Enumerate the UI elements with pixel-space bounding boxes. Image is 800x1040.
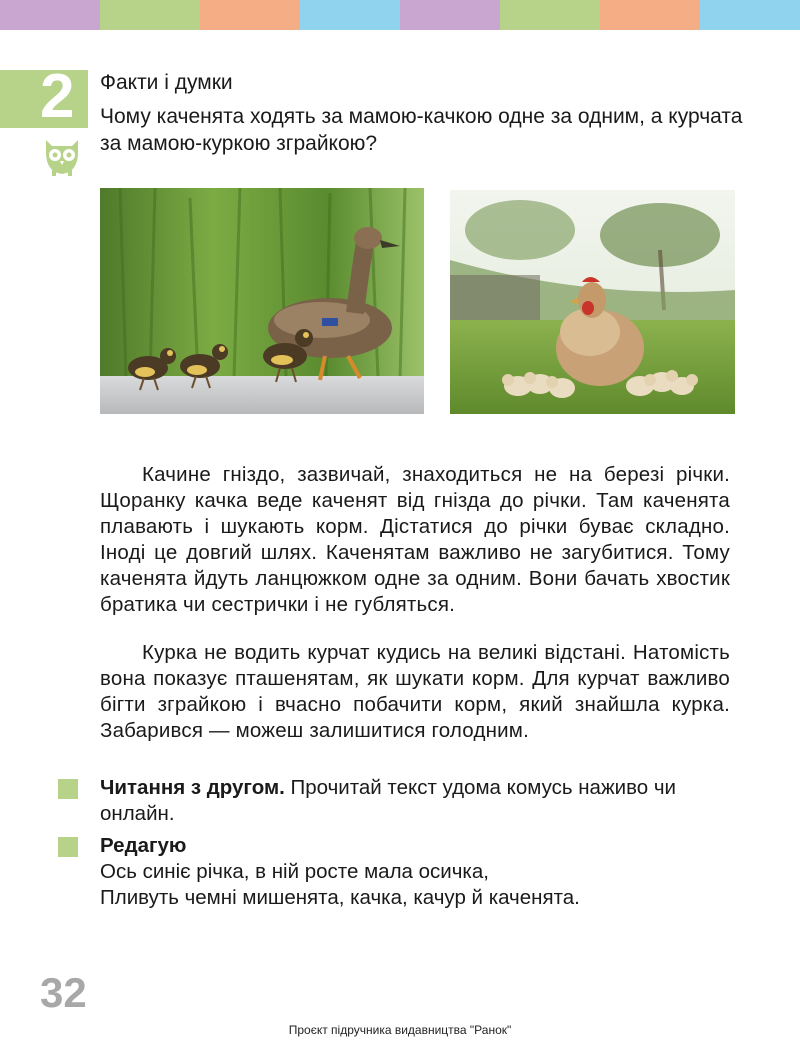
strip-segment	[500, 0, 600, 30]
exercise-question: Чому каченята ходять за мамою-качкою одне за одним, а курчата за мамою-куркою зграйкою?	[100, 105, 743, 155]
text-paragraph-hen	[100, 640, 730, 744]
exercise-number: 2	[40, 62, 75, 131]
strip-segment	[700, 0, 800, 30]
text-paragraph-duck	[100, 462, 730, 618]
task-reading	[100, 775, 730, 827]
task-editing	[100, 833, 730, 911]
task-body: Прочитай текст удома комусь наживо чи онлайн.	[100, 776, 676, 825]
task-marker-square	[58, 779, 78, 799]
paragraph-text: Качине гніздо, зазвичай, знаходиться не на березі річки. Щоранку качка веде каченят від гнізда до річки. Там каченята плавають і шукають корм. Дістатися до річки буває складно. Іноді це довгий шлях. Каченятам важливо не загубитися. Тому каченята йдуть ланцюжком одне за одним. Вони бачать хвостик братика чи сестрички і не губляться.	[100, 463, 730, 616]
strip-segment	[300, 0, 400, 30]
page-number: 32	[40, 969, 87, 1016]
task-marker-square	[58, 837, 78, 857]
owl-icon	[40, 136, 84, 176]
paragraph-text: Курка не водить курчат кудись на великі відстані. Натомість вона показує пташенятам, як шукати корм. Для курчат важливо бігти зграйкою і вчасно побачити корм, який знайшла курка. Забарився — можеш залишитися голодним.	[100, 641, 730, 742]
strip-segment	[400, 0, 500, 30]
publisher-footer: Проєкт підручника видавництва "Ранок"	[288, 1023, 512, 1037]
strip-segment	[600, 0, 700, 30]
exercise-title: Факти і думки	[100, 71, 233, 94]
strip-segment	[0, 0, 100, 30]
duck-with-ducklings-photo	[100, 188, 424, 414]
strip-segment	[100, 0, 200, 30]
task-title: Читання з другом.	[100, 776, 285, 799]
top-color-strip	[0, 0, 800, 30]
hen-with-chicks-photo	[450, 190, 735, 414]
editing-line-2: Пливуть чемні мишенята, качка, качур й каченята.	[100, 886, 580, 909]
task-title: Редагую	[100, 834, 187, 857]
editing-line-1: Ось синіє річка, в ній росте мала осичка,	[100, 860, 489, 883]
strip-segment	[200, 0, 300, 30]
